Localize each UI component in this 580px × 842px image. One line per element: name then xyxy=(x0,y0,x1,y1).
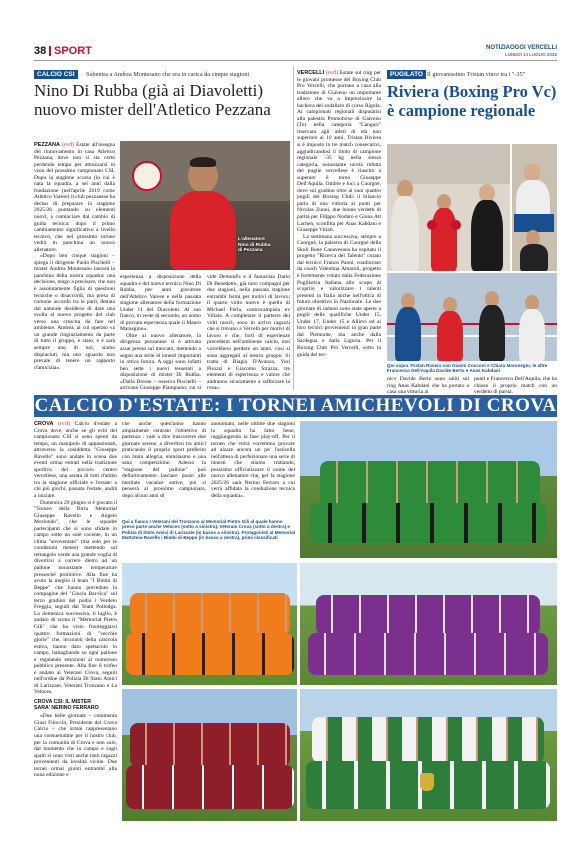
page-number: 38 xyxy=(34,45,47,57)
boxing-photo-ring xyxy=(387,273,557,361)
article3-subhead-line2: SARA' NERINO FERRARO xyxy=(34,705,99,712)
article2-byline: (rvrf) xyxy=(326,70,338,76)
boxing-photo-wall xyxy=(387,144,510,184)
article1-title-line1: Nino Di Rubba (già ai Diavoletti) xyxy=(34,81,263,100)
article1-col2-p1: esperienza a disposizione della squadra e del nuovo tecnico Nino Di Rubba, per anni giocatore dell'Atletico Varese e nella passata stagione allenatore della formazione Under 11 del Diavoletti. Al suo fianco, in veste di secondo, un uomo di provata esperienza quale il Mauro Marasgino». xyxy=(120,274,201,333)
team-photo-bimbi-di-beppe xyxy=(300,689,557,821)
section-divider xyxy=(49,46,51,56)
article3-col3-p1: anonimato, nelle ultime due stagioni la squadra ha fatto bene, raggiungendo la fase play-off. Per il torneo che verrà vorremmo provare ad alzare ancora un po' l'asticella nell'attesa di perfezionare una serie di innesti che stiamo trattando, possiamo ufficializzare il nome del nuovo allenatore che, per la stagione 2025/26 sarà Nerino Ferraro a cui verrà affidata la conduzione tecnica della squadra». xyxy=(211,421,295,500)
article2-title xyxy=(387,82,557,120)
article1-column1 xyxy=(34,142,115,392)
boxing-photo-coaches xyxy=(512,144,557,271)
team-photo-veloces xyxy=(122,563,297,685)
ring-person4-shirt xyxy=(519,309,545,361)
article1-kicker-row xyxy=(34,70,290,80)
article3-column2 xyxy=(122,421,206,517)
team1-back-row xyxy=(320,461,540,506)
article3-column1 xyxy=(34,421,117,821)
article3-column3 xyxy=(211,421,295,517)
article1-col1-p1: Estate all'insegna del rinnovamento in casa Atletico Pezzana, dove non si sta certo perdendo tempo per attrezzarsi in vista del prossimo campionato CSI. Dopo la stagione scorsa (in cui è nata la squadra, a sei anni dalla fondazione (nell'aprile 2019 come Atletico Varese) il club pezzanese ha deciso di preparare la stagione 2025/26 puntando su elementi nuovi, a cominciare dal cambio di guida tecnica: dopo il primo cambiamento significativo a livello tecnico, che nel prossimo torneo vedrà in panchina un nuovo allenatore. xyxy=(34,142,115,253)
article1-column3 xyxy=(207,274,290,392)
section-label: SPORT xyxy=(54,45,92,57)
boxing-glove-left xyxy=(427,220,437,230)
team2-back-row xyxy=(130,593,290,635)
team-photo-veterani-tronzano xyxy=(300,421,557,558)
team4-front-row xyxy=(126,765,294,809)
publication-date: LUNEDÌ 14 LUGLIO 2025 xyxy=(505,52,557,57)
article-crova-tournaments xyxy=(34,421,557,821)
article3-col2-p1: che anche quest'anno hanno ampiamente centrato l'obiettivo di partenza : vale a dire trascorrere due giornate serene, a divertirsi tra amici praticando il proprio sport preferito con tanta allegria, entusiasmo e una sana competizione. Adesso la "stagione del pallone" può definitivamente lasciare posto alle meritate vacanze estive, poi si penserà al prossimo campionato, dopo alcuni anni di xyxy=(122,421,206,500)
article2-kicker: PUGILATO xyxy=(387,70,426,79)
column-separator xyxy=(293,66,294,390)
header-rule xyxy=(34,60,557,61)
article2-tail-col1: nico Davide Berto sono saliti sul ring Anas Kabdani che ha portato a casa una vittoria ai xyxy=(387,376,469,396)
article2-subhead: Il giovanissimo Tristan vince tra i "-35" xyxy=(427,71,526,78)
coach-photo-caption xyxy=(238,237,290,254)
article2-text-p2: La settimana successiva, sempre a Cuorgnè, la palestra di Cuorgnè della Skull Bone Canavesana ha ospitato il progetto "Ricerca del Talento" curato dal tecnico Franco Paoni, coadiuvato da coach Valentina Amaroli, progetto è fortemente voluto dalla Federazione Pugilistica Italiana allo scopo di scoprire e valorizzare i talenti presenti in Italia anche nell'ottica di futuro obiettivo in Nazionale. Le due giornate di raduno sono state aperte a pugili delle qualifiche Under 15, Under 17, Under 15 e Allievi ed ai loro tecnici provenienti in gran parte dal Piemonte, ma anche dalla Sardegna e dalla Liguria. Per il Boxing Club Pro Vercelli, sotto la guida del tec- xyxy=(297,233,381,358)
coach-photo xyxy=(120,141,290,270)
article1-column2 xyxy=(120,274,201,392)
article1-lead-word: PEZZANA xyxy=(34,142,60,148)
article1-col1-p2: «Dopo ben cinque stagioni – spiega il dirigente Paolo Piscitelli – mister Andrea Montesano lascerà la panchina della nostra squadra: una decisione, tengo a precisare, che non è assolutamente figlia di questioni tecniche o disaccordi, ma presa di comune accordo tra le parti, dettata dal naturale desiderio di dare una svolta al nuovo progetto del club verso una crescita da fare nel ambiente. Andrea, al cui operato va un grande ringraziamento da parte di tutto il gruppo, è stato, e è sarà sempre uno di noi, siamo dispiaciuti, ma uno sguardo non prevale di tenere un rapporto d'amicizia». xyxy=(34,253,115,371)
boxer-left-shirt xyxy=(391,196,419,271)
page-header xyxy=(34,45,557,59)
article3-byline: (rvrf) xyxy=(58,421,71,427)
article2-lead-word: VERCELLI xyxy=(297,70,325,76)
ring-person3-shirt xyxy=(479,305,505,361)
article1-byline: (rvrf) xyxy=(62,142,75,148)
coach-hair xyxy=(190,157,216,167)
coach-caption-line1: L'allenatore xyxy=(238,237,265,242)
publication-name: NOTIZIAOGGI VERCELLI xyxy=(485,45,557,51)
team4-back-row xyxy=(130,723,290,767)
boxing-photo-podium xyxy=(387,144,510,271)
article3-banner xyxy=(34,395,557,417)
boxer-right-shirt xyxy=(471,200,503,271)
trophy-icon xyxy=(420,773,434,791)
article2-title-line1: Riviera (Boxing Pro Vc) xyxy=(387,82,557,101)
article3-subhead-line1: CROVA CSI: IL MISTER xyxy=(34,698,91,705)
team-photo-veterani-crova xyxy=(300,563,557,685)
article3-subhead xyxy=(34,699,117,711)
team1-front-row xyxy=(310,503,546,543)
coach-shirt xyxy=(170,191,236,270)
boxing-glove-right xyxy=(451,220,461,230)
article1-col3-p1: vide Demonfis e il fantasista Dario Di Benedetto, già noto compagni per due stagioni, nella passata stagione entrambi fermi per motivi di lavoro; il quarto volto nuovo è quello di Michael Ferla, centrocampista ex Villata. A completare il parterre dei volti nuovi, sono in arrivo ragazzi che si trovano a Vercelli per motivi di lavoro e che, forti di esperienze precedenti nell'ambiente calcio, non vorrebbero perdere un anno, così si sono aggregati al nostro gruppo. Si tratta di Biagio D'Avanzo, Yuri Pirozzi e Giacomo Strazza, tre elementi di esperienza e valore che andranno sicuramente a rafforzare la rosa». xyxy=(207,274,290,392)
team5-back-row xyxy=(312,717,544,763)
article3-col1-p2: Domenica 29 giugno si è giocato il "Torneo della Birra Memorial Giuseppe Ravello e Angelo Moriondo", che le squadre partecipanti che si sono sfidate in campo sotto un sole cocente, in un clima "arroventato" (ma solo per le condizioni meteo) mettendo sul rettangolo verde una grande voglia di divertirsi a correre dietro ad un pallone nonostante temperature pressoché proibitive. Alla fine ha avuto la meglio il team "I Bimbi di Beppe" che hanno preceduto la compagine del "Ciuciu Bar-lica" sul terzo gradino del podio i Verdeto Freggia, seguiti dal Team Pollodga. La domenica successiva, 6 luglio, è andato di scena il "Memorial Pietro Gili" che ha visto fronteggiarsi quattro formazioni di "vecchie glorie" che, incuranti della canicola estiva, hanno dato spettacolo in campo, battagliando su ogni pallone e regalando emozioni al numeroso pubblico presente. Alla fine il trofeo è andato ai Veterani Crova, seguiti nell'ordine da Polizia Di Stato Amici di Larizzate, Veterani Tronzano e La Veloces. xyxy=(34,499,117,696)
article1-title xyxy=(34,81,290,119)
article1-col2-p2: Oltre al nuovo allenatore, la dirigenza pezzanese si è attivata assai presto sul mercato, mettendo a segno una serie di innesti importanti in ottica futura. A oggi sono infatti ben sette i nuovi tesserati a disposizione di mister Di Rubba. «Dalla Bresse – osserva Piscitelli – arrivano Giuseppe Piampiano; cui si xyxy=(120,332,201,392)
coach3-shirt xyxy=(520,244,548,271)
club-crest xyxy=(132,161,162,191)
boxer-center-shirt xyxy=(431,208,457,271)
article3-col1-p3: «Due belle giornate – commenta Giusi Filoccin, Presidente del Crova Calcio – che ormai rappresentano una consuetudine per il nostro club, per la comunità di Crova e non solo, dal momento che in campo e sugli spalti si sono visti anche tanti ragazzi provenienti da località vicine. Due tornei ormai giunti entrambi alla nona edizione e xyxy=(34,713,117,779)
article2-column1 xyxy=(297,70,381,392)
article1-subhead: Subentra a Andrea Montesano che era in carica da cinque stagioni xyxy=(86,71,250,78)
article2-kicker-row xyxy=(387,70,557,80)
article2-photo-caption: Qui sopra Tristan Riviera con Gianni Cocconi e Chiara Maroneglu; le altre Francesco Dell'Aquila Davide Berto e Anas Kabdani xyxy=(387,363,548,374)
ring-person1-shirt xyxy=(395,307,421,361)
article2-tail-col2: punti e Francesco Dell'Aquila, che ha chiuso il proprio match con un verdetto di parità. xyxy=(474,376,557,396)
article3-photo-caption: Qui a fianco I Veterani del Tronzano al Memorial Pietro Gili al quale hanno preso parte anche Veloces (sotto a sinistra), Veterani Crova (sotto a destra) e Polizia di Stato Amici di Larizzate (in basso a sinistra). Protagonisti al Memorial Mattoteia-Ravello i Bimbi di Beppe (in basso a destra), primi classificati xyxy=(122,519,295,541)
article3-lead-word: CROVA xyxy=(34,421,54,427)
article3-col1-p1: Calcio d'estate a Crova dove, anche se gli echi del campionato CSI si sono spenti da tempo, un manipolo di appassionati, attraverso la cosiddetta "Giuseppe Ravello" sono andate in scena due eventi ormai entrati nella tradizione sportiva del piccolo centro vercellese, una serata di tutti d'ambo tra la stagione ufficiale e l'estate: a chi più giochi, passata l'estate, andrà a iniziare. xyxy=(34,421,117,500)
coach-caption-line2: Nino di Rubba xyxy=(238,242,271,248)
article-atletico-pezzana xyxy=(34,64,290,392)
article2-title-line2: è campione regionale xyxy=(387,101,536,120)
ring-person2-shirt xyxy=(437,311,463,361)
team2-front-row xyxy=(126,633,294,675)
team3-front-row xyxy=(308,633,548,675)
article1-kicker: CALCIO CSI xyxy=(34,70,78,79)
article3-banner-title: CALCIO D'ESTATE: I TORNEI AMICHEVOLI DI CROVA xyxy=(34,395,557,416)
team3-back-row xyxy=(316,595,540,635)
coach-caption-line3: di Pezzana xyxy=(238,248,263,254)
team-photo-polizia xyxy=(122,689,297,821)
article1-title-line2: nuovo mister dell'Atletico Pezzana xyxy=(34,100,271,119)
article2-text-p1: Estate sul ring per le giovani promesse del Boxing Club Pro Vercelli, che portano a casa alla tradizione di Giaveno un importante alloro che va a impreziosire la bacheca del sodalizio di corso Rigola. Al campionati regionali disputatisi alla palestra Promoboxe di Giaveno (To) nella categoria "Canguri" riservata agli atleti di età non superiore ai 10 anni, Tristan Riviera si è imposto in tre match consecutivi, aggiudicandosi il titolo di campione regionale -35 kg nella stessa categoria, nonostante un'età ridotta del pugile vercellese è riuscito a superare il torno Giuseppe Dell'Aquila. Ombre e luci a Cuorgnè, dove sul gradino oltre ai suoi quattro pugili del Boxing Club: il bilancio parla di una vittoria ai punti per Nicolas Zuoni, due buone verdetti di parità per Filippo Nodaro e Giona Att Lachen, sconfitta per Anas Kabdani e Giuseppe Vitiati. xyxy=(297,70,381,234)
article-boxing-riviera xyxy=(297,64,557,396)
